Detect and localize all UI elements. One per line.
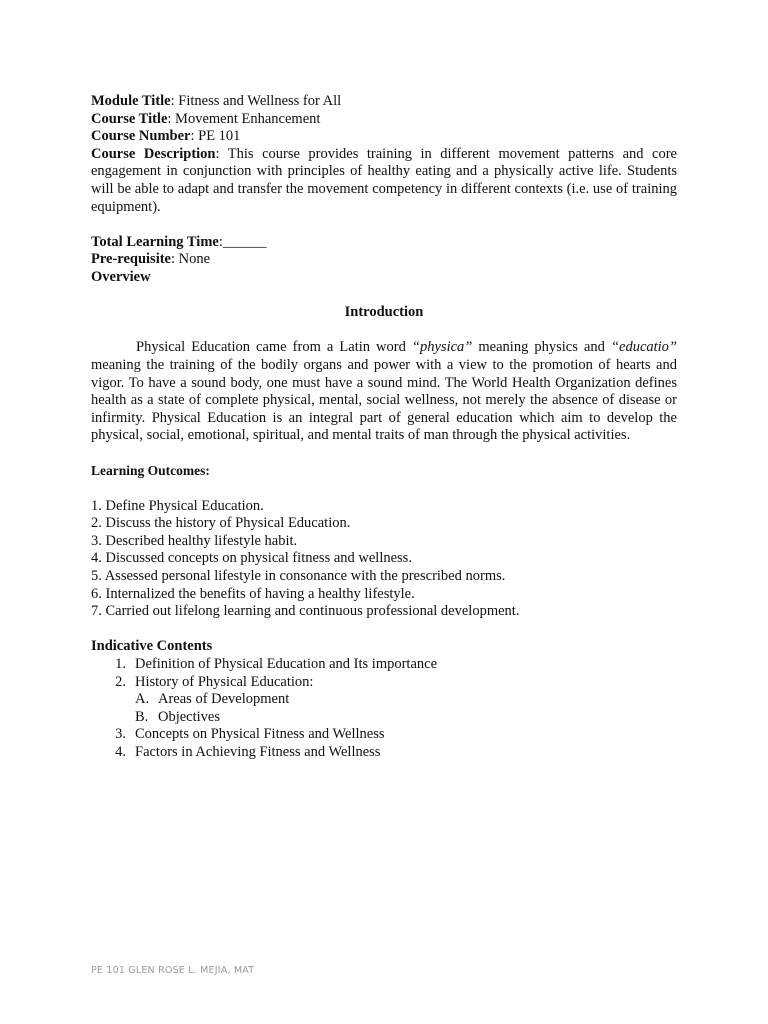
course-number-value: : PE 101 — [190, 128, 241, 145]
introduction-heading: Introduction — [344, 304, 424, 321]
outcome-item: 4. Discussed concepts on physical fitness and wellness. — [91, 550, 412, 567]
content-item — [91, 656, 677, 674]
intro-word-physica: “physica” — [411, 339, 473, 356]
content-item-text: Factors in Achieving Fitness and Wellness — [135, 743, 381, 760]
content-item-text: Definition of Physical Education and Its importance — [135, 656, 438, 672]
intro-text-1: Physical Education came from a Latin word — [136, 339, 412, 356]
intro-text-2: meaning physics and — [472, 339, 611, 356]
prerequisite-label: Pre-requisite — [91, 251, 171, 268]
course-description-value: : This course provides training in different movement patterns and core engagement in conjunction with principles of healthy eating and a physically active life. Students will be able to adapt and transfer the movement competency in different contexts (i.e. use of training equipment). — [91, 145, 677, 215]
indicative-contents-heading — [91, 638, 677, 656]
outcome-item: 1. Define Physical Education. — [91, 497, 264, 514]
course-title-value: : Movement Enhancement — [167, 110, 321, 127]
prerequisite-line — [91, 251, 677, 269]
content-subitem-letter: B. — [135, 708, 149, 725]
total-learning-time-line — [91, 234, 677, 252]
overview-label: Overview — [91, 268, 151, 285]
intro-text-3: meaning the training of the bodily organs and power with a view to the promotion of hearts and vigor. To have a sound body, one must have a sound mind. The World Health Organization defines health as a state of complete physical, mental, social wellness, not merely the absence of disease or infirmity. Physical Education is an integral part of general education which aim to develop the physical, social, emotional, spiritual, and mental traits of man through the physical activities. — [91, 356, 677, 444]
total-learning-time-value: :______ — [218, 233, 267, 250]
course-description-label: Course Description — [91, 145, 216, 162]
content-item-number: 2. — [115, 673, 126, 690]
content-subitem-letter: A. — [135, 691, 150, 708]
module-title-line — [91, 93, 677, 111]
content-subitem-text: Areas of Development — [158, 691, 290, 708]
outcome-item: 2. Discuss the history of Physical Education. — [91, 515, 351, 532]
course-title-label: Course Title — [91, 110, 168, 127]
content-subitem-text: Objectives — [158, 708, 221, 725]
outcome-item: 6. Internalized the benefits of having a healthy lifestyle. — [91, 585, 415, 602]
content-item-text: Concepts on Physical Fitness and Wellness — [135, 726, 385, 743]
document-page — [91, 93, 677, 762]
introduction-paragraph — [91, 339, 677, 445]
total-learning-time-label: Total Learning Time — [91, 233, 219, 250]
page-footer: PE 101 GLEN ROSE L. MEJIA, MAT — [91, 965, 255, 976]
content-item-number: 3. — [115, 726, 126, 743]
outcome-item: 5. Assessed personal lifestyle in consonance with the prescribed norms. — [91, 568, 506, 585]
prerequisite-value: : None — [171, 251, 211, 268]
content-subitem — [91, 709, 677, 727]
content-item — [91, 674, 677, 692]
content-item — [91, 744, 677, 762]
content-item-number: 1. — [115, 656, 126, 672]
intro-word-educatio: “educatio” — [610, 339, 677, 356]
indicative-contents-label: Indicative Contents — [91, 638, 213, 655]
course-title-line — [91, 111, 677, 129]
module-title-value: : Fitness and Wellness for All — [170, 93, 342, 109]
overview-heading — [91, 269, 677, 287]
learning-outcomes-heading: Learning Outcomes: — [91, 463, 210, 479]
content-item-text: History of Physical Education: — [135, 673, 314, 690]
content-item — [91, 726, 677, 744]
module-title-label: Module Title — [91, 93, 171, 109]
content-item-number: 4. — [115, 743, 126, 760]
course-description-paragraph — [91, 146, 677, 216]
course-number-label: Course Number — [91, 128, 191, 145]
outcome-item: 7. Carried out lifelong learning and continuous professional development. — [91, 603, 520, 620]
content-subitem — [91, 691, 677, 709]
outcome-item: 3. Described healthy lifestyle habit. — [91, 532, 298, 549]
course-number-line — [91, 128, 677, 146]
